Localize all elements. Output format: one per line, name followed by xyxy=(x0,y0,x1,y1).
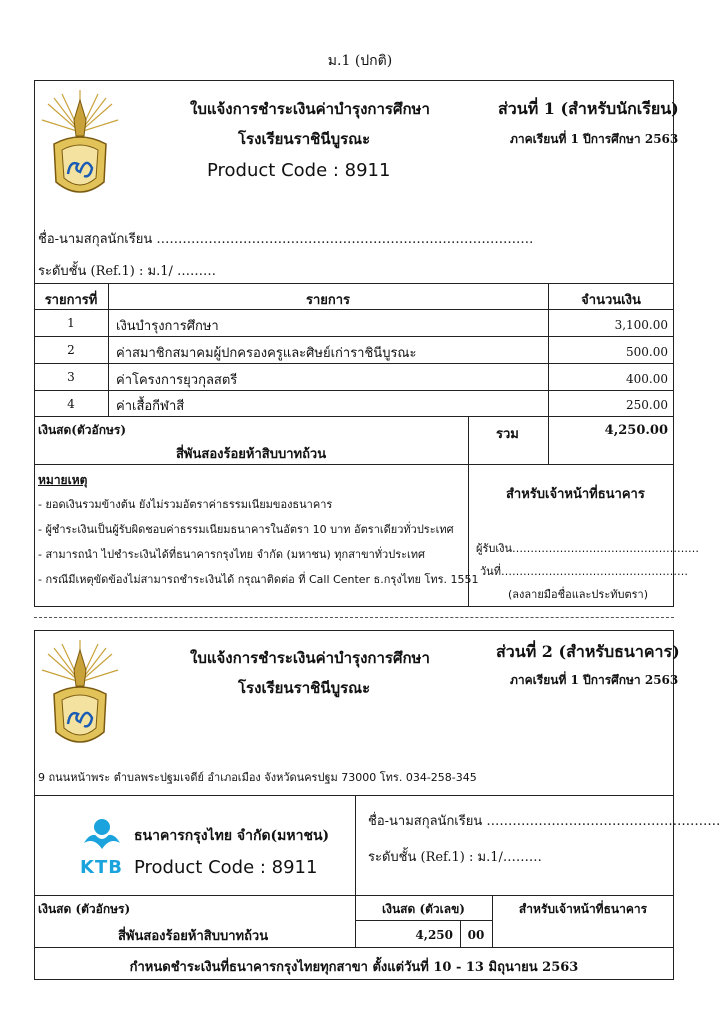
student-name-dots: ……………………………………………… xyxy=(486,814,720,829)
part2-student-name xyxy=(368,810,720,831)
row-item: เงินบำรุงการศึกษา xyxy=(116,319,219,334)
part1-semester: ภาคเรียนที่ 1 ปีการศึกษา 2563 xyxy=(510,132,679,146)
student-name-label: ชื่อ-นามสกุลนักเรียน xyxy=(38,232,153,247)
part2-title: ใบแจ้งการชำระเงินค่าบำรุงการศึกษา xyxy=(190,649,430,667)
note-item: - ผู้ชำระเงินเป็นผู้รับผิดชอบค่าธรรมเนียมธนาคารในอัตรา 10 บาท อัตราเดียวทั่วประเทศ xyxy=(38,523,454,536)
part2-cash-words-label: เงินสด (ตัวอักษร) xyxy=(38,902,131,916)
row-item: ค่าเสื้อกีฬาสี xyxy=(116,399,185,414)
ktb-logo-icon xyxy=(80,815,124,877)
form-code: ม.1 (ปกติ) xyxy=(327,53,393,69)
sign-note: (ลงลายมือชื่อและประทับตรา) xyxy=(508,588,648,601)
part2-school: โรงเรียนราชินีบูรณะ xyxy=(238,679,371,697)
part1-school: โรงเรียนราชินีบูรณะ xyxy=(238,130,371,148)
row-no: 2 xyxy=(67,343,75,357)
part1-title: ใบแจ้งการชำระเงินค่าบำรุงการศึกษา xyxy=(190,100,430,118)
part2-cash-words: สี่พันสองร้อยห้าสิบบาทถ้วน xyxy=(118,929,269,944)
amount-baht: 4,250 xyxy=(415,928,453,942)
table-header-amount: จำนวนเงิน xyxy=(581,293,641,308)
student-name-dots: …………………………………………………………………………… xyxy=(156,232,534,247)
part2-level: ระดับชั้น (Ref.1) : ม.1/……… xyxy=(368,850,542,865)
note-item: - กรณีมีเหตุขัดข้องไม่สามารถชำระเงินได้ กรุณาติดต่อ ที่ Call Center ธ.กรุงไทย โทร. 1551 xyxy=(38,573,479,586)
note-item: - ยอดเงินรวมข้างต้น ยังไม่รวมอัตราค่าธรรมเนียมของธนาคาร xyxy=(38,498,333,511)
cash-words: สี่พันสองร้อยห้าสิบบาทถ้วน xyxy=(176,447,327,462)
table-header-item: รายการ xyxy=(305,293,351,308)
row-amount: 400.00 xyxy=(626,372,668,386)
table-header-no: รายการที่ xyxy=(44,293,98,308)
school-crest-icon xyxy=(40,86,120,204)
total-label: รวม xyxy=(496,427,519,442)
row-item: ค่าโครงการยุวกุลสตรี xyxy=(116,373,238,388)
ktb-logo-text: KTB xyxy=(80,857,123,878)
row-no: 1 xyxy=(67,316,75,330)
cash-words-label: เงินสด(ตัวอักษร) xyxy=(38,423,126,437)
part2-part-label: ส่วนที่ 2 (สำหรับธนาคาร) xyxy=(496,642,680,661)
total-amount: 4,250.00 xyxy=(604,423,668,438)
notes-title: หมายเหตุ xyxy=(38,473,88,487)
row-item: ค่าสมาชิกสมาคมผู้ปกครองครูและศิษย์เก่าราชินีบูรณะ xyxy=(116,346,417,361)
payment-deadline: กำหนดชำระเงินที่ธนาคารกรุงไทยทุกสาขา ตั้งแต่วันที่ 10 - 13 มิถุนายน 2563 xyxy=(129,960,579,975)
part1-part-label: ส่วนที่ 1 (สำหรับนักเรียน) xyxy=(498,99,679,118)
row-amount: 500.00 xyxy=(626,345,668,359)
part2-semester: ภาคเรียนที่ 1 ปีการศึกษา 2563 xyxy=(510,673,679,687)
student-name-label: ชื่อ-นามสกุลนักเรียน xyxy=(368,814,483,829)
receiver-line: ผู้รับเงิน…………………………………………… xyxy=(476,542,699,555)
cut-line xyxy=(34,617,674,618)
school-crest-icon xyxy=(40,636,120,754)
note-item: - สามารถนำ ไปชำระเงินได้ที่ธนาคารกรุงไทย จำกัด (มหาชน) ทุกสาขาทั่วประเทศ xyxy=(38,548,425,561)
bank-name: ธนาคารกรุงไทย จำกัด(มหาชน) xyxy=(134,828,330,844)
part2-product-code: Product Code : 8911 xyxy=(134,857,318,878)
row-no: 3 xyxy=(67,370,75,384)
row-amount: 3,100.00 xyxy=(614,318,668,332)
school-address: 9 ถนนหน้าพระ ตำบลพระปฐมเจดีย์ อำเภอเมือง จังหวัดนครปฐม 73000 โทร. 034-258-345 xyxy=(38,771,477,784)
part1-student-name xyxy=(38,228,533,249)
part1-level: ระดับชั้น (Ref.1) : ม.1/ ……… xyxy=(38,264,217,279)
part1-product-code: Product Code : 8911 xyxy=(207,160,391,181)
amount-satang: 00 xyxy=(467,928,485,942)
date-line: วันที่…………………………………………… xyxy=(480,565,688,578)
part2-officer-label: สำหรับเจ้าหน้าที่ธนาคาร xyxy=(518,902,648,916)
row-amount: 250.00 xyxy=(626,398,668,412)
bank-officer-title: สำหรับเจ้าหน้าที่ธนาคาร xyxy=(506,487,645,502)
row-no: 4 xyxy=(67,397,75,411)
part2-cash-number-label: เงินสด (ตัวเลข) xyxy=(381,902,465,916)
